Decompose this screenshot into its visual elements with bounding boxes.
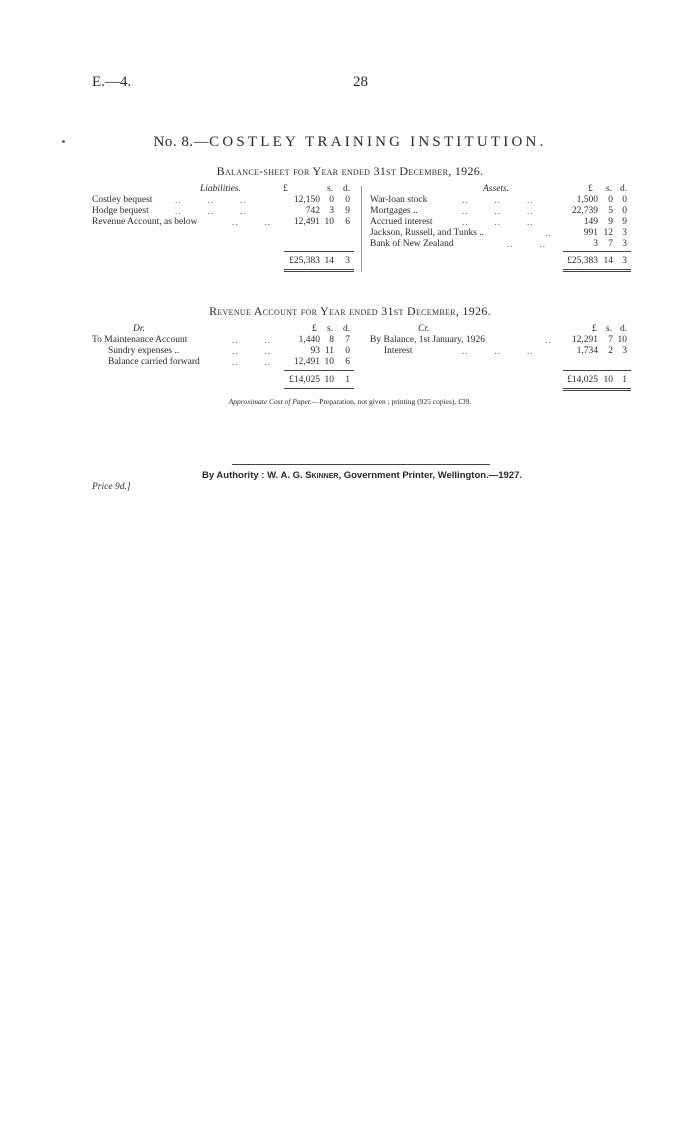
leader-dots: .. .. .. [175, 206, 247, 216]
total-debits-pence: 1 [345, 375, 350, 385]
liabilities-label: Liabilities. [200, 184, 241, 194]
debit-shillings: 11 [324, 346, 334, 356]
double-rule-left-2 [284, 271, 354, 272]
revenue-account-heading: Revenue Account for Year ended 31st December, 1926. [209, 304, 491, 318]
printer-name: W. A. G. Skinner, [267, 470, 342, 481]
double-rule-right [563, 269, 631, 270]
credit-pounds: 1,734 [576, 346, 598, 356]
asset-pounds: 3 [593, 239, 598, 249]
asset-pence: 0 [622, 206, 627, 216]
asset-name: Bank of New Zealand [370, 239, 454, 249]
asset-name: War-loan stock [370, 195, 428, 205]
asset-pounds: 991 [583, 228, 598, 238]
asset-pence: 9 [622, 217, 627, 227]
asset-pence: 3 [622, 228, 627, 238]
col-pence-left: d. [343, 184, 351, 194]
liability-shillings: 0 [329, 195, 334, 205]
asset-pence: 0 [622, 195, 627, 205]
liability-pence: 6 [345, 217, 350, 227]
liability-pounds: 12,491 [293, 217, 320, 227]
col-pounds-left: £ [283, 184, 288, 194]
credit-name: By Balance, 1st January, 1926 [370, 335, 485, 345]
credit-shillings: 7 [608, 335, 613, 345]
liability-pounds: 742 [305, 206, 320, 216]
dr-label: Dr. [133, 324, 145, 334]
debit-name: Sundry expenses .. [108, 346, 180, 356]
debit-pounds: 93 [310, 346, 320, 356]
total-rule-right [563, 370, 631, 371]
cr-label: Cr. [418, 324, 430, 334]
double-rule-right-2 [563, 390, 631, 391]
asset-name: Jackson, Russell, and Tunks .. [370, 228, 485, 238]
document-title [0, 134, 700, 151]
leader-dots: .. .. [232, 217, 271, 227]
col-pounds-right: £ [592, 324, 597, 334]
asset-shillings: 0 [608, 195, 613, 205]
total-credits-pence: 1 [622, 375, 627, 385]
cost-note-label: Approximate Cost of Paper. [228, 397, 312, 406]
authority-line [0, 470, 700, 481]
asset-shillings: 9 [608, 217, 613, 227]
asset-name: Accrued interest [370, 217, 433, 227]
asset-shillings: 12 [603, 228, 613, 238]
col-shillings-left: s. [327, 184, 334, 194]
leader-dots: .. .. .. [462, 206, 534, 216]
asset-pence: 3 [622, 239, 627, 249]
total-rule-left [284, 370, 354, 371]
page-number: 28 [353, 74, 368, 90]
leader-dots: .. .. .. [462, 195, 534, 205]
credit-pence: 10 [617, 335, 627, 345]
cost-note [0, 397, 700, 406]
liability-name: Hodge bequest [92, 206, 149, 216]
credit-shillings: 2 [608, 346, 613, 356]
total-liabilities-pounds: £25,383 [289, 256, 320, 266]
col-pence-right: d. [620, 324, 628, 334]
liability-shillings: 3 [329, 206, 334, 216]
debit-pounds: 1,440 [298, 335, 320, 345]
total-rule-right [563, 251, 631, 252]
debit-shillings: 10 [324, 357, 334, 367]
liability-name: Costley bequest [92, 195, 153, 205]
authority-rule [232, 464, 490, 465]
col-shillings-right: s. [606, 184, 613, 194]
leader-dots: .. .. [232, 335, 271, 345]
double-rule-right [563, 388, 631, 389]
total-assets-shillings: 14 [603, 256, 613, 266]
price: Price 9d.] [92, 482, 131, 492]
col-pounds-right: £ [588, 184, 593, 194]
balance-sheet-heading: Balance-sheet for Year ended 31st December, 1926. [216, 164, 484, 178]
liability-name: Revenue Account, as below [92, 217, 198, 227]
total-credits-pounds: £14,025 [567, 375, 598, 385]
debit-name: To Maintenance Account [92, 335, 188, 345]
liability-shillings: 10 [324, 217, 334, 227]
leader-dots: .. [545, 228, 552, 238]
authority-prefix: By Authority : [202, 470, 265, 481]
total-credits-shillings: 10 [603, 375, 613, 385]
col-shillings-left: s. [327, 324, 334, 334]
debit-pence: 6 [345, 357, 350, 367]
col-shillings-right: s. [606, 324, 613, 334]
debit-pence: 0 [345, 346, 350, 356]
double-rule-right-2 [563, 271, 631, 272]
debit-shillings: 8 [329, 335, 334, 345]
credit-pence: 3 [622, 346, 627, 356]
asset-pounds: 149 [583, 217, 598, 227]
leader-dots: .. .. .. [175, 195, 247, 205]
leader-dots: .. .. [507, 239, 546, 249]
cost-note-text: —Preparation, not given ; printing (925 copies), £39. [311, 397, 472, 406]
debit-pence: 7 [345, 335, 350, 345]
leader-dots: .. [545, 335, 552, 345]
total-liabilities-pence: 3 [345, 256, 350, 266]
col-pence-right: d. [620, 184, 628, 194]
col-pounds-left: £ [312, 324, 317, 334]
liability-pence: 0 [345, 195, 350, 205]
document-code: E.—4. [92, 74, 132, 90]
asset-shillings: 5 [608, 206, 613, 216]
double-rule-left [284, 269, 354, 270]
total-debits-shillings: 10 [324, 375, 334, 385]
leader-dots: .. .. [232, 357, 271, 367]
debit-name: Balance carried forward [108, 357, 200, 367]
column-divider [361, 186, 362, 272]
title-name: COSTLEY TRAINING INSTITUTION. [209, 134, 547, 150]
liability-pounds: 12,150 [293, 195, 320, 205]
double-rule-left [284, 388, 354, 389]
debit-pounds: 12,491 [293, 357, 320, 367]
asset-name: Mortgages .. [370, 206, 418, 216]
total-assets-pence: 3 [622, 256, 627, 266]
title-prefix: No. 8.— [153, 134, 210, 150]
total-rule-left [284, 251, 354, 252]
credit-name: Interest [384, 346, 413, 356]
leader-dots: .. .. [232, 346, 271, 356]
asset-pounds: 22,739 [571, 206, 598, 216]
total-assets-pounds: £25,383 [567, 256, 598, 266]
leader-dots: .. .. .. [462, 346, 534, 356]
total-debits-pounds: £14,025 [289, 375, 320, 385]
liability-pence: 9 [345, 206, 350, 216]
authority-suffix: Government Printer, Wellington.—1927. [343, 470, 522, 481]
leader-dots: .. .. .. [462, 217, 534, 227]
asset-shillings: 7 [608, 239, 613, 249]
col-pence-left: d. [343, 324, 351, 334]
credit-pounds: 12,291 [571, 335, 598, 345]
total-liabilities-shillings: 14 [324, 256, 334, 266]
assets-label: Assets. [483, 184, 510, 194]
asset-pounds: 1,500 [576, 195, 598, 205]
